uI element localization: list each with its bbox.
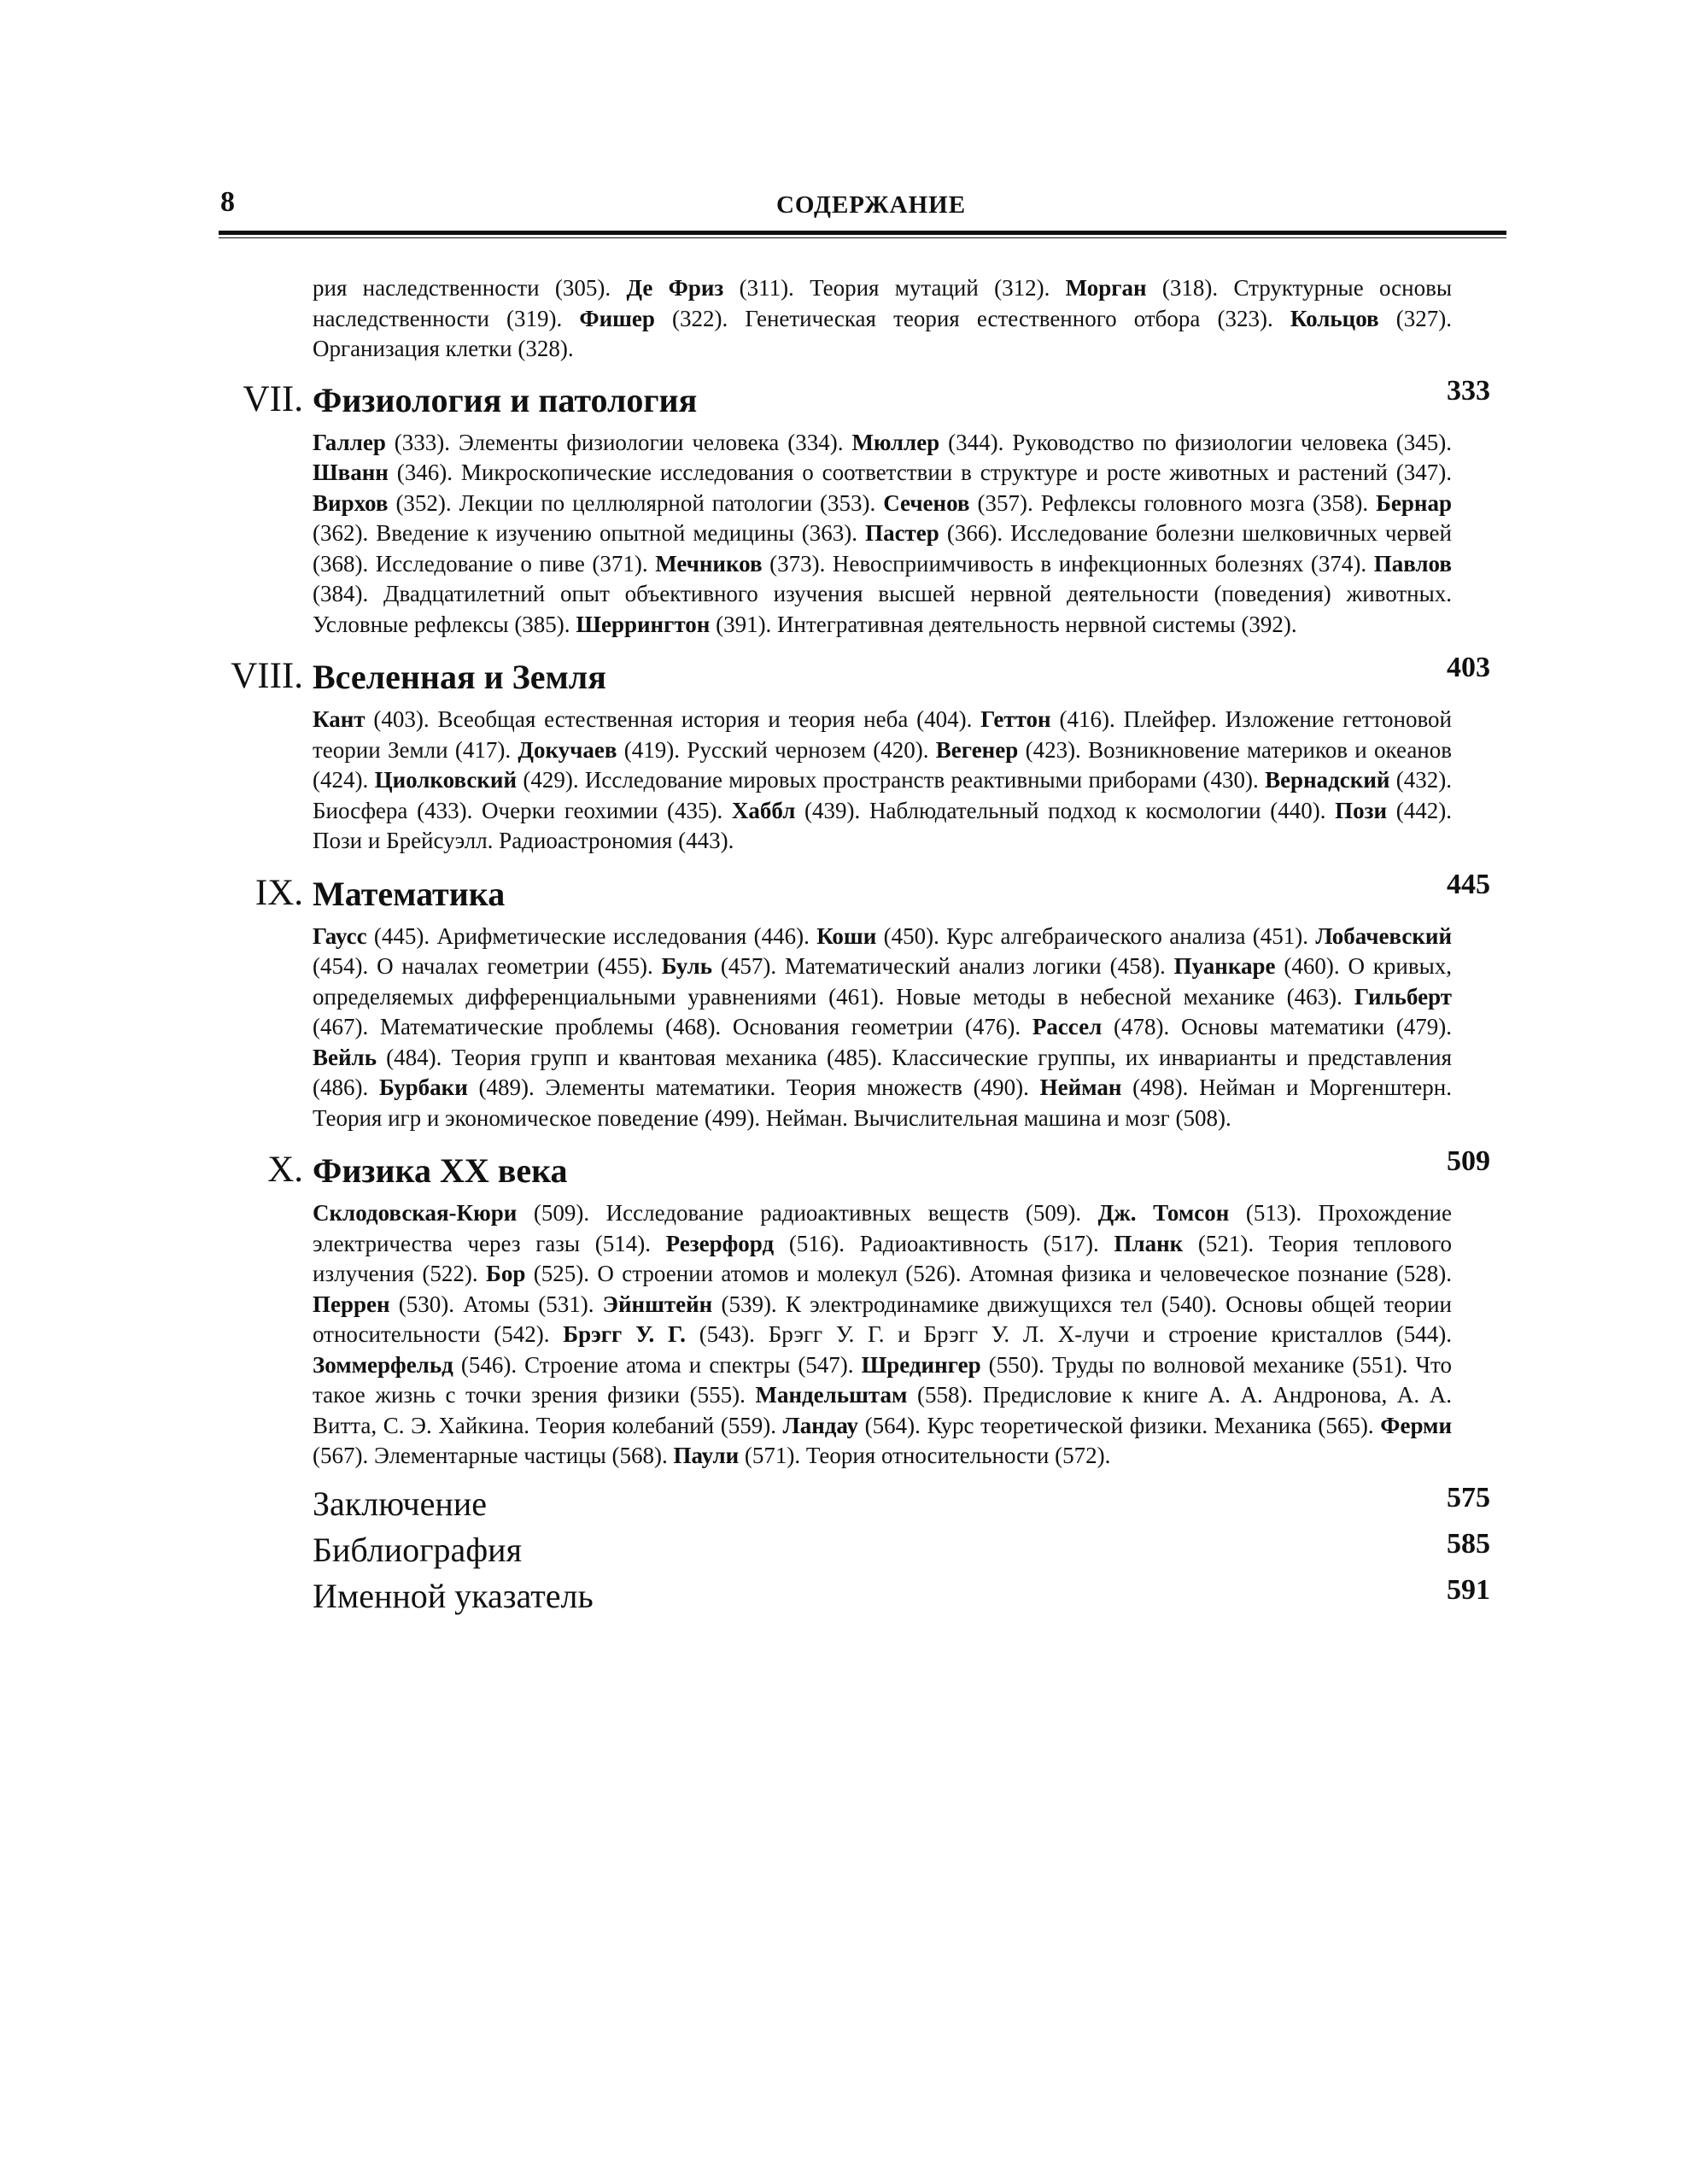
author-name: Мандельштам xyxy=(755,1382,908,1408)
author-name: Лобачевский xyxy=(1315,922,1452,949)
work-title-text: (454). О началах геометрии (455). xyxy=(313,953,662,979)
chapter-section xyxy=(0,1145,1708,1472)
work-title-text: рия наследственности (305). xyxy=(313,275,627,301)
work-title-text: (546). Строение атома и спектры (547). xyxy=(453,1351,862,1378)
end-matter-page: 591 xyxy=(1447,1573,1490,1606)
author-name: Мечников xyxy=(655,550,763,577)
work-title-text: (521). Теория теплового излучения (522). xyxy=(313,1230,1452,1286)
author-name: Склодовская-Кюри xyxy=(313,1200,518,1226)
author-name: Рассел xyxy=(1032,1014,1103,1039)
work-title-text: (362). Введение к изучению опытной медицины (363). xyxy=(313,520,866,546)
work-title-text: (498). Нейман и Моргенштерн. Теория игр и экономическое поведение (499). Нейман. Вычислительная машина и мозг (508). xyxy=(313,1074,1452,1131)
end-matter-item-name-index[interactable] xyxy=(0,1573,1708,1622)
author-name: Дж. Томсон xyxy=(1097,1200,1230,1226)
work-title-text: (346). Микроскопические исследования о соответствии в структуре и росте животных и растений (347). xyxy=(388,460,1452,485)
author-name: Пастер xyxy=(865,520,939,546)
chapter-heading[interactable] xyxy=(0,868,1708,922)
author-name: Буль xyxy=(661,953,713,979)
chapter-title: Физика XX века xyxy=(313,1151,568,1190)
work-title-text: (467). Математические проблемы (468). Основания геометрии (476). xyxy=(313,1014,1032,1039)
work-title-text: (327). Организация клетки (328). xyxy=(313,305,1452,361)
chapter-title: Вселенная и Земля xyxy=(313,658,606,696)
author-name: Вегенер xyxy=(935,736,1019,763)
author-name: Планк xyxy=(1114,1230,1184,1256)
page-number: 8 xyxy=(220,186,235,218)
work-title-text: (457). Математический анализ логики (458). xyxy=(712,953,1174,979)
end-matter-item-conclusion[interactable] xyxy=(0,1481,1708,1530)
work-title-text: (530). Атомы (531). xyxy=(389,1291,603,1317)
work-title-text: (429). Исследование мировых пространств реактивными приборами (430). xyxy=(517,767,1266,793)
author-name: Геттон xyxy=(980,706,1051,732)
work-title-text: (318). Структурные основы наследственности (319). xyxy=(313,275,1452,331)
author-name: Морган xyxy=(1065,275,1147,301)
work-title-text: (445). Арифметические исследования (446). xyxy=(366,922,817,949)
author-name: Зоммерфельд xyxy=(313,1351,453,1378)
work-title-text: (564). Курс теоретической физики. Механика (565). xyxy=(858,1412,1381,1438)
intro-paragraph xyxy=(313,273,1452,365)
author-name: Хаббл xyxy=(731,797,796,823)
author-name: Пуанкаре xyxy=(1173,953,1276,979)
work-title-text: (439). Наблюдательный подход к космологии (440). xyxy=(795,797,1336,823)
author-name: Бор xyxy=(485,1261,526,1286)
chapter-number: X. xyxy=(267,1150,303,1190)
author-name: Гаусс xyxy=(313,922,367,949)
work-title-text: (384). Двадцатилетний опыт объективного изучения высшей нервной деятельности (поведения) животных. Условные рефлексы (385). xyxy=(313,581,1452,637)
work-title-text: (322). Генетическая теория естественного отбора (323). xyxy=(654,305,1290,331)
author-name: Кольцов xyxy=(1290,305,1379,331)
work-title-text: (416). Плейфер. Изложение геттоновой теории Земли (417). xyxy=(313,706,1452,763)
work-title-text: (484). Теория групп и квантовая механика (485). Классические группы, их инварианты и представления (486). xyxy=(313,1044,1452,1100)
work-title-text: (513). Прохождение электричества через газы (514). xyxy=(313,1200,1452,1256)
work-title-text: (516). Радиоактивность (517). xyxy=(774,1230,1114,1256)
author-name: Шредингер xyxy=(861,1351,981,1378)
chapter-heading[interactable] xyxy=(0,374,1708,428)
work-title-text: (558). Предисловие к книге А. А. Андронова, А. А. Витта, С. Э. Хайкина. Теория колебаний (559). xyxy=(313,1382,1452,1438)
work-title-text: (489). Элементы математики. Теория множеств (490). xyxy=(467,1074,1040,1100)
author-name: Фишер xyxy=(579,305,655,331)
work-title-text: (550). Труды по волновой механике (551). Что такое жизнь с точки зрения физики (555). xyxy=(313,1351,1452,1408)
work-title-text: (352). Лекции по целлюлярной патологии (353). xyxy=(388,489,884,516)
chapter-entries xyxy=(313,705,1452,857)
author-name: Гильберт xyxy=(1354,983,1452,1010)
work-title-text: (403). Всеобщая естественная история и теория неба (404). xyxy=(365,706,981,732)
work-title-text: (333). Элементы физиологии человека (334). xyxy=(385,429,852,455)
chapter-number: IX. xyxy=(254,872,303,913)
work-title-text: (432). Биосфера (433). Очерки геохимии (435). xyxy=(313,767,1453,823)
end-matter-page: 585 xyxy=(1447,1527,1490,1560)
header-rule xyxy=(219,231,1506,238)
chapter-page-number: 445 xyxy=(1447,868,1490,900)
work-title-text: (423). Возникновение материков и океанов (424). xyxy=(313,736,1452,793)
end-matter-title: Именной указатель xyxy=(313,1576,594,1615)
work-title-text: (525). О строении атомов и молекул (526). Атомная физика и человеческое познание (528). xyxy=(525,1261,1452,1286)
author-name: Бернар xyxy=(1376,489,1452,516)
author-name: Павлов xyxy=(1373,550,1452,577)
end-matter xyxy=(0,1481,1708,1622)
work-title-text: (442). Пози и Брейсуэлл. Радиоастрономия (443). xyxy=(313,797,1452,853)
chapter-section xyxy=(0,374,1708,641)
end-matter-title: Заключение xyxy=(313,1484,487,1523)
author-name: Мюллер xyxy=(851,429,940,455)
author-name: Резерфорд xyxy=(665,1230,775,1256)
work-title-text: (539). К электродинамике движущихся тел (540). Основы общей теории относительности (542). xyxy=(313,1291,1452,1347)
author-name: Нейман xyxy=(1039,1074,1122,1100)
author-name: Ферми xyxy=(1380,1412,1452,1438)
chapter-entries xyxy=(313,1198,1452,1472)
chapter-section xyxy=(0,652,1708,857)
author-name: Галлер xyxy=(313,429,386,455)
work-title-text: (344). Руководство по физиологии человека (345). xyxy=(939,429,1452,455)
author-name: Вирхов xyxy=(313,489,389,516)
author-name: Коши xyxy=(816,922,877,949)
chapter-title: Математика xyxy=(313,874,506,913)
author-name: Шеррингтон xyxy=(576,611,711,637)
work-title-text: (509). Исследование радиоактивных веществ (509). xyxy=(517,1200,1098,1226)
chapter-page-number: 333 xyxy=(1447,374,1490,407)
author-name: Вейль xyxy=(313,1044,377,1070)
end-matter-page: 575 xyxy=(1447,1481,1490,1513)
author-name: Сеченов xyxy=(883,489,970,516)
chapter-number: VII. xyxy=(243,378,303,419)
work-title-text: (543). Брэгг У. Г. и Брэгг У. Л. Х-лучи и строение кристаллов (544). xyxy=(685,1321,1452,1347)
chapter-entries xyxy=(313,922,1452,1134)
author-name: Докучаев xyxy=(518,736,617,763)
author-name: Брэгг У. Г. xyxy=(563,1321,686,1347)
chapter-page-number: 509 xyxy=(1447,1145,1490,1177)
author-name: Паули xyxy=(673,1443,740,1468)
author-name: Бурбаки xyxy=(378,1074,468,1100)
end-matter-title: Библиография xyxy=(313,1530,522,1569)
work-title-text: (357). Рефлексы головного мозга (358). xyxy=(969,489,1377,516)
work-title-text: (373). Невосприимчивость в инфекционных болезнях (374). xyxy=(762,550,1374,577)
work-title-text: (460). О кривых, определяемых дифференциальными уравнениями (461). Новые методы в небесной механике (463). xyxy=(313,953,1452,1010)
chapter-heading[interactable] xyxy=(0,652,1708,705)
work-title-text: (419). Русский чернозем (420). xyxy=(617,736,936,763)
author-name: Де Фриз xyxy=(626,275,724,301)
chapter-title: Физиология и патология xyxy=(313,380,698,419)
toc-content xyxy=(0,273,1708,1622)
chapter-heading[interactable] xyxy=(0,1145,1708,1198)
author-name: Ландау xyxy=(782,1412,859,1438)
chapter-section xyxy=(0,868,1708,1134)
author-name: Кант xyxy=(313,706,366,732)
author-name: Пози xyxy=(1335,797,1388,823)
author-name: Перрен xyxy=(313,1291,390,1317)
chapter-number: VIII. xyxy=(231,656,303,696)
work-title-text: (571). Теория относительности (572). xyxy=(739,1443,1111,1468)
author-name: Циолковский xyxy=(374,767,518,793)
work-title-text: (311). Теория мутаций (312). xyxy=(723,275,1066,301)
author-name: Эйнштейн xyxy=(602,1291,713,1317)
author-name: Вернадский xyxy=(1265,767,1390,793)
end-matter-item-bibliography[interactable] xyxy=(0,1527,1708,1576)
author-name: Шванн xyxy=(313,460,389,485)
work-title-text: (478). Основы математики (479). xyxy=(1102,1014,1452,1039)
chapter-page-number: 403 xyxy=(1447,652,1490,683)
work-title-text: (391). Интегративная деятельность нервной системы (392). xyxy=(710,611,1297,637)
work-title-text: (450). Курс алгебраического анализа (451). xyxy=(876,922,1316,949)
chapter-entries xyxy=(313,428,1452,641)
work-title-text: (567). Элементарные частицы (568). xyxy=(313,1443,674,1468)
work-title-text: (366). Исследование болезни шелковичных червей (368). Исследование о пиве (371). xyxy=(313,520,1452,577)
running-title: СОДЕРЖАНИЕ xyxy=(775,191,967,219)
